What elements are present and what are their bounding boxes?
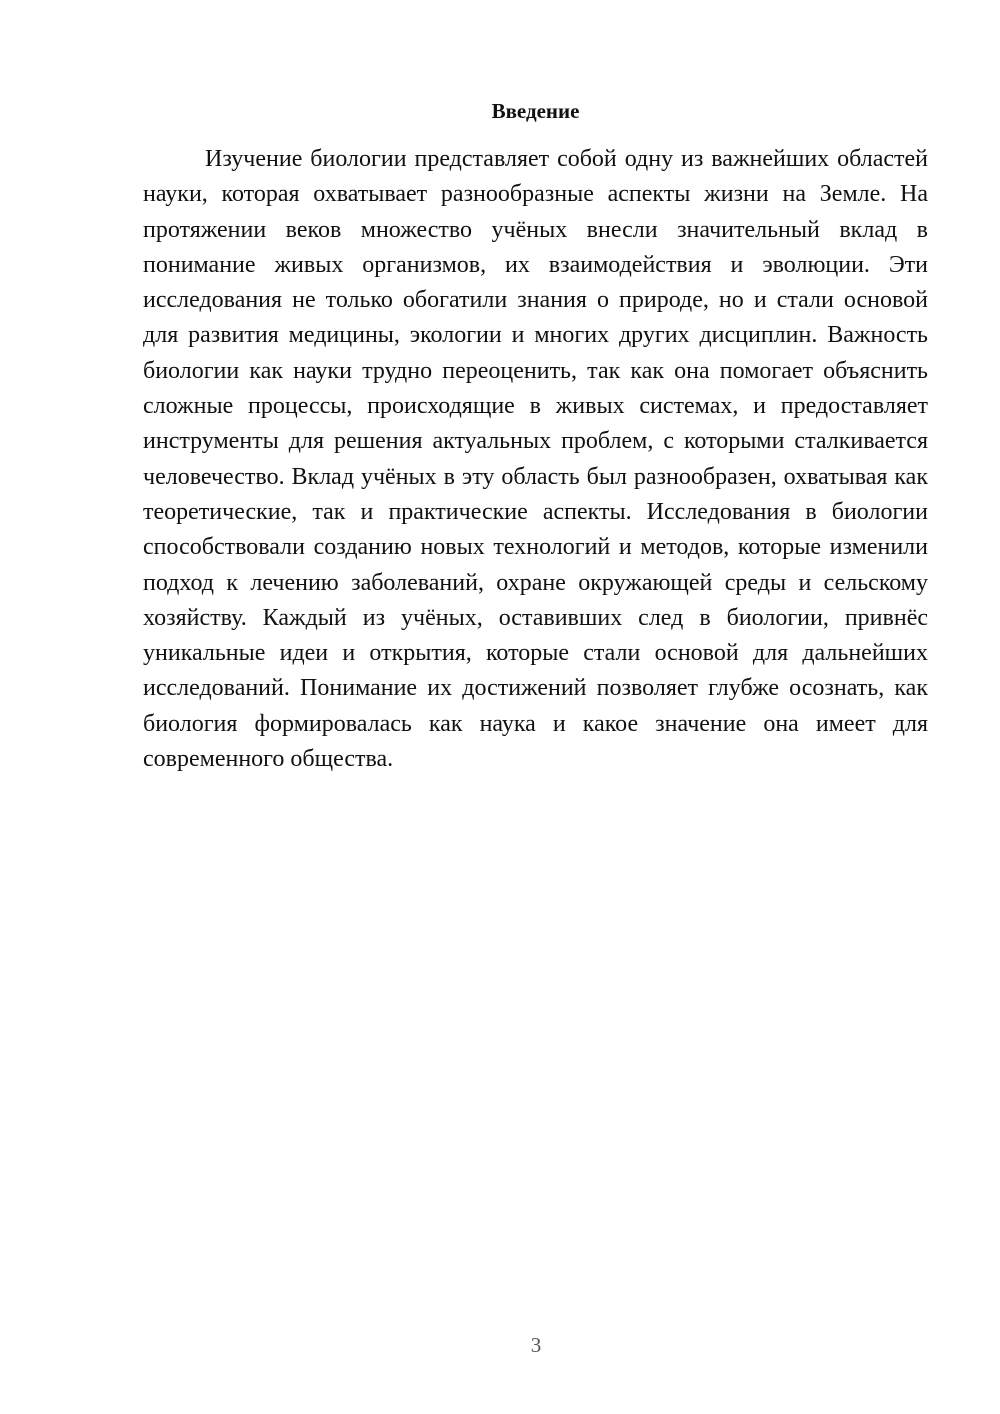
- page-number: 3: [530, 1333, 542, 1357]
- body-paragraph: Изучение биологии представляет собой одну из важнейших областей науки, которая охватывает разнообразные аспекты жизни на Земле. На протяжении веков множество учёных внесли значительный вклад в понимание живых организмов, их взаимодействия и эволюции. Эти исследования не только обогатили знания о природе, но и стали основой для развития медицины, экологии и многих других дисциплин. Важность биологии как науки трудно переоценить, так как она помогает объяснить сложные процессы, происходящие в живых системах, и предоставляет инструменты для решения актуальных проблем, с которыми сталкивается человечество. Вклад учёных в эту область был разнообразен, охватывая как теоретические, так и практические аспекты. Исследования в биологии способствовали созданию новых технологий и методов, которые изменили подход к лечению заболеваний, охране окружающей среды и сельскому хозяйству. Каждый из учёных, оставивших след в биологии, привнёс уникальные идеи и открытия, которые стали основой для дальнейших исследований. Понимание их достижений позволяет глубже осознать, как биология формировалась как наука и какое значение она имеет для современного общества.: [143, 146, 928, 773]
- section-heading: Введение: [491, 99, 580, 123]
